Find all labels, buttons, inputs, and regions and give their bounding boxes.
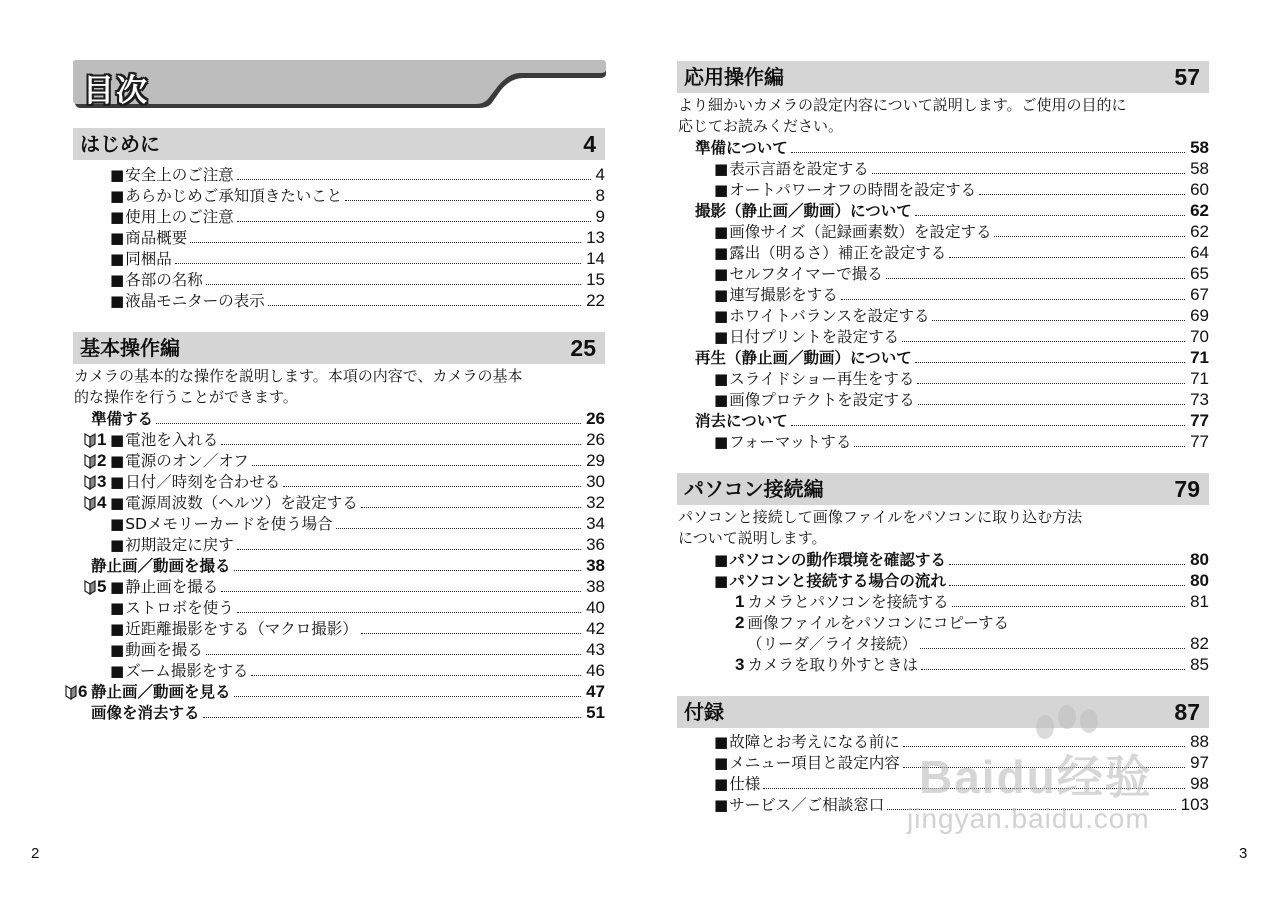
toc-entry[interactable]: 4 ■ 電源周波数（ヘルツ）を設定する 32: [73, 492, 605, 513]
bullet-square-icon: ■: [714, 244, 729, 262]
bullet-square-icon: ■: [110, 515, 125, 533]
watermark-url: jingyan.baidu.com: [907, 803, 1150, 834]
toc-entry[interactable]: 画像を消去する 51: [91, 703, 605, 722]
toc-entry[interactable]: ■ 商品概要 13: [110, 228, 605, 247]
section-description: パソコンと接続して画像ファイルをパソコンに取り込む方法 について説明します。: [678, 508, 1083, 547]
bullet-square-icon: ■: [714, 307, 729, 325]
bullet-square-icon: ■: [110, 620, 125, 638]
toc-entry[interactable]: 静止画／動画を撮る 38: [91, 556, 605, 575]
bullet-square-icon: ■: [714, 796, 729, 814]
toc-entry[interactable]: ■ SDメモリーカードを使う場合 34: [110, 514, 605, 533]
bullet-square-icon: ■: [714, 370, 729, 388]
bullet-square-icon: ■: [110, 229, 125, 247]
toc-entry[interactable]: ■ 画像サイズ（記録画素数）を設定する 62: [714, 222, 1209, 241]
bullet-square-icon: ■: [714, 572, 729, 590]
bullet-square-icon: ■: [714, 551, 729, 569]
page-number-left: 2: [31, 845, 40, 862]
entry-list: [677, 137, 1209, 452]
step-number: 2: [735, 613, 745, 632]
toc-entry[interactable]: 3 ■ 日付／時刻を合わせる 30: [73, 471, 605, 492]
toc-entry[interactable]: ■ パソコンの動作環境を確認する 80: [714, 550, 1209, 569]
toc-entry[interactable]: ■ 故障とお考えになる前に 88: [714, 732, 1209, 751]
bullet-square-icon: ■: [714, 391, 729, 409]
section-page: 4: [583, 131, 596, 157]
entry-list: [677, 731, 1209, 815]
toc-entry[interactable]: ■ ストロボを使う 40: [110, 598, 605, 617]
bullet-square-icon: ■: [110, 452, 125, 470]
toc-entry[interactable]: 消去について 77: [695, 411, 1209, 430]
section-header: [677, 473, 1209, 505]
toc-entry[interactable]: ■ 安全上のご注意 4: [110, 165, 605, 184]
section-header: [677, 696, 1209, 728]
toc-entry[interactable]: 5 ■ 静止画を撮る 38: [73, 576, 605, 597]
section-title: パソコン接続編: [684, 477, 824, 501]
toc-entry[interactable]: 6 静止画／動画を見る 47: [73, 681, 605, 702]
toc-entry[interactable]: ■ 初期設定に戻す 36: [110, 535, 605, 554]
entry-list: [73, 164, 605, 311]
bullet-square-icon: ■: [714, 775, 729, 793]
bullet-square-icon: ■: [714, 754, 729, 772]
bullet-square-icon: ■: [110, 536, 125, 554]
bullet-square-icon: ■: [110, 166, 125, 184]
bullet-square-icon: ■: [110, 187, 125, 205]
bullet-square-icon: ■: [714, 181, 729, 199]
toc-entry[interactable]: ■ パソコンと接続する場合の流れ 80: [714, 571, 1209, 590]
toc-entry[interactable]: （リーダ／ライタ接続） 82: [747, 634, 1209, 653]
section-title: 付録: [684, 700, 724, 724]
toc-entry[interactable]: ■ ホワイトバランスを設定する 69: [714, 306, 1209, 325]
toc-entry[interactable]: ■ 露出（明るさ）補正を設定する 64: [714, 243, 1209, 262]
toc-title: 目次: [83, 73, 149, 109]
watermark-text: Baidu经验: [919, 751, 1153, 803]
title-banner-shape: [73, 60, 607, 110]
section-description: カメラの基本的な操作を説明します。本項の内容で、カメラの基本 的な操作を行うことができます。: [74, 367, 523, 406]
bullet-square-icon: ■: [110, 494, 125, 512]
toc-entry[interactable]: 1 ■ 電池を入れる 26: [73, 429, 605, 450]
toc-entry[interactable]: ■ 同梱品 14: [110, 249, 605, 268]
toc-title-banner: [73, 60, 607, 110]
step-badge: 6: [78, 682, 88, 701]
toc-entry[interactable]: ■ 日付プリントを設定する 70: [714, 327, 1209, 346]
toc-entry[interactable]: ■ オートパワーオフの時間を設定する 60: [714, 180, 1209, 199]
section-appendix: [677, 696, 1209, 815]
beginner-leaf-icon: [84, 450, 109, 471]
toc-entry[interactable]: 再生（静止画／動画）について 71: [695, 348, 1209, 367]
section-title: 基本操作編: [80, 336, 180, 360]
bullet-square-icon: ■: [110, 292, 125, 310]
beginner-leaf-icon: [65, 681, 90, 702]
toc-entry[interactable]: 準備について 58: [695, 138, 1209, 157]
toc-entry[interactable]: ■ 使用上のご注意 9: [110, 207, 605, 226]
bullet-square-icon: ■: [110, 473, 125, 491]
section-page: 25: [570, 335, 596, 361]
bullet-square-icon: ■: [110, 271, 125, 289]
toc-entry[interactable]: ■ スライドショー再生をする 71: [714, 369, 1209, 388]
section-page: 87: [1174, 699, 1200, 725]
section-page: 79: [1174, 476, 1200, 502]
toc-entry[interactable]: ■ セルフタイマーで撮る 65: [714, 264, 1209, 283]
step-number: 1: [735, 592, 745, 611]
entry-list: [73, 408, 605, 723]
section-title: はじめに: [80, 132, 160, 156]
bullet-square-icon: ■: [714, 286, 729, 304]
toc-entry[interactable]: ■ 仕様 98: [714, 774, 1209, 793]
section-pc-connection: [677, 473, 1209, 675]
toc-entry[interactable]: 2 ■ 電源のオン／オフ 29: [73, 450, 605, 471]
section-title: 応用操作編: [684, 65, 784, 89]
toc-entry[interactable]: 3 カメラを取り外すときは 85: [735, 655, 1209, 674]
toc-entry[interactable]: ■ ズーム撮影をする 46: [110, 661, 605, 680]
beginner-leaf-icon: [84, 492, 109, 513]
bullet-square-icon: ■: [110, 578, 125, 596]
section-basic-operations: [73, 332, 605, 723]
beginner-leaf-icon: [84, 471, 109, 492]
toc-entry[interactable]: ■ 各部の名称 15: [110, 270, 605, 289]
toc-entry[interactable]: ■ 連写撮影をする 67: [714, 285, 1209, 304]
bullet-square-icon: ■: [110, 641, 125, 659]
toc-entry[interactable]: ■ あらかじめご承知頂きたいこと 8: [110, 186, 605, 205]
entry-list: [677, 549, 1209, 675]
toc-entry[interactable]: ■ 液晶モニターの表示 22: [110, 291, 605, 310]
section-header: [73, 332, 605, 364]
section-header: [73, 128, 605, 160]
section-description: より細かいカメラの設定内容について説明します。ご使用の目的に 応じてお読みください。: [678, 96, 1127, 135]
toc-entry[interactable]: ■ フォーマットする 77: [714, 432, 1209, 451]
bullet-square-icon: ■: [110, 599, 125, 617]
left-page: [73, 0, 605, 901]
bullet-square-icon: ■: [714, 160, 729, 178]
step-badge: 3: [97, 472, 107, 491]
toc-entry[interactable]: ■ 表示言語を設定する 58: [714, 159, 1209, 178]
right-page: [677, 0, 1209, 901]
page-number-right: 3: [1239, 845, 1248, 862]
toc-entry[interactable]: ■ サービス／ご相談窓口 103: [714, 795, 1209, 814]
step-badge: 5: [97, 577, 107, 596]
toc-entry[interactable]: 撮影（静止画／動画）について 62: [695, 201, 1209, 220]
bullet-square-icon: ■: [714, 265, 729, 283]
section-advanced-operations: [677, 61, 1209, 452]
toc-entry[interactable]: 準備する 26: [91, 409, 605, 428]
toc-entry[interactable]: 1 カメラとパソコンを接続する 81: [735, 592, 1209, 611]
step-badge: 1: [97, 430, 107, 449]
bullet-square-icon: ■: [110, 250, 125, 268]
toc-entry[interactable]: ■ 動画を撮る 43: [110, 640, 605, 659]
toc-entry[interactable]: ■ 画像プロテクトを設定する 73: [714, 390, 1209, 409]
bullet-square-icon: ■: [714, 328, 729, 346]
section-page: 57: [1174, 64, 1200, 90]
bullet-square-icon: ■: [110, 662, 125, 680]
section-header: [677, 61, 1209, 93]
toc-entry[interactable]: ■ メニュー項目と設定内容 97: [714, 753, 1209, 772]
section-introduction: [73, 128, 605, 311]
toc-entry[interactable]: 2 画像ファイルをパソコンにコピーする: [735, 613, 1009, 632]
bullet-square-icon: ■: [714, 433, 729, 451]
beginner-leaf-icon: [84, 576, 109, 597]
step-badge: 4: [97, 493, 107, 512]
beginner-leaf-icon: [84, 429, 109, 450]
bullet-square-icon: ■: [714, 733, 729, 751]
toc-entry[interactable]: ■ 近距離撮影をする（マクロ撮影） 42: [110, 619, 605, 638]
bullet-square-icon: ■: [110, 431, 125, 449]
bullet-square-icon: ■: [110, 208, 125, 226]
step-badge: 2: [97, 451, 107, 470]
bullet-square-icon: ■: [714, 223, 729, 241]
step-number: 3: [735, 655, 745, 674]
